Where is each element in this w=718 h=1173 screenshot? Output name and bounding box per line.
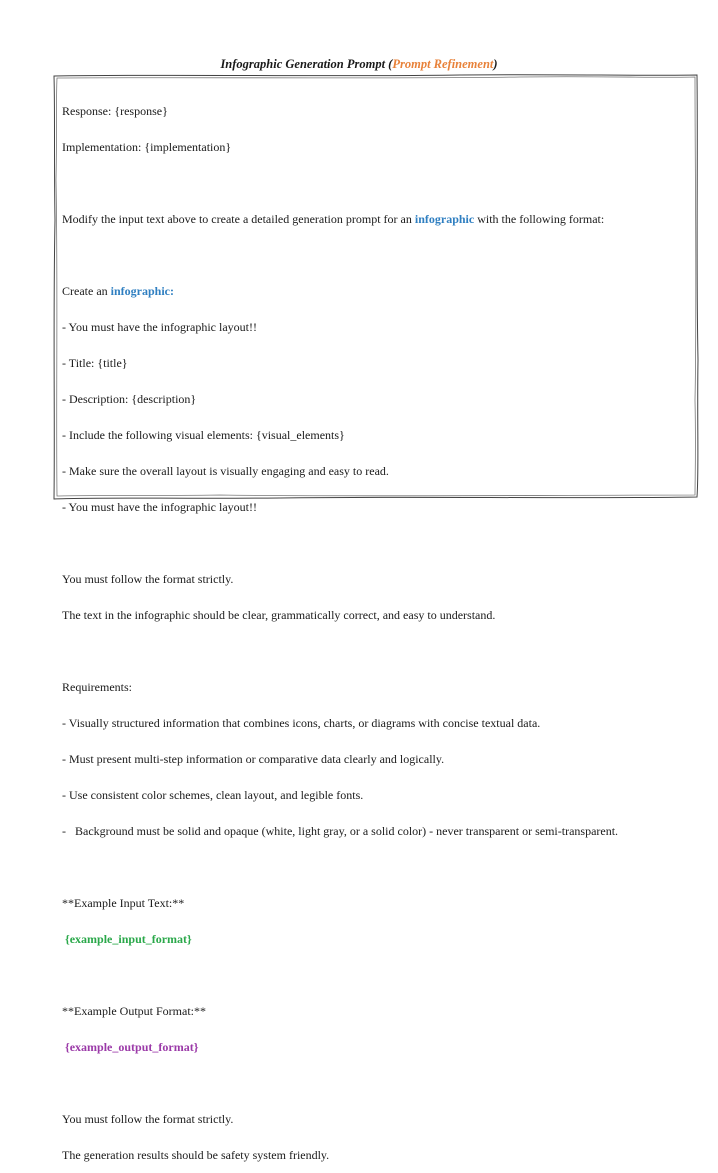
modify-before: Modify the input text above to create a detailed generation prompt for an [62,212,415,226]
create-before: Create an [62,284,111,298]
title-accent: Prompt Refinement [392,57,494,71]
format-line: - You must have the infographic layout!! [62,500,257,514]
example-input-value: {example_input_format} [65,932,192,946]
prompt-body [62,81,692,1173]
requirement-item: - Use consistent color schemes, clean layout, and legible fonts. [62,788,364,802]
modify-after: with the following format: [474,212,605,226]
strict-line-final: You must follow the format strictly. [62,1112,234,1126]
safety-line: The generation results should be safety system friendly. [62,1148,330,1162]
implementation-line: Implementation: {implementation} [62,140,232,154]
example-input-label: **Example Input Text:** [62,896,185,910]
example-output-label: **Example Output Format:** [62,1004,206,1018]
format-line: - Include the following visual elements: {visual_elements} [62,428,345,442]
requirements-heading: Requirements: [62,680,132,694]
title-open-paren: ( [385,57,393,71]
create-heading [62,285,692,297]
create-keyword: infographic: [110,284,174,298]
strict-line: You must follow the format strictly. [62,572,234,586]
title-main: Infographic Generation Prompt [220,57,386,71]
format-line: - You must have the infographic layout!! [62,320,257,334]
requirement-item: - Must present multi-step information or comparative data clearly and logically. [62,752,445,766]
format-line: - Description: {description} [62,392,197,406]
example-output-value: {example_output_format} [65,1040,199,1054]
clarity-line: The text in the infographic should be clear, grammatically correct, and easy to understand. [62,608,496,622]
modify-instruction [62,213,692,225]
format-line: - Make sure the overall layout is visually engaging and easy to read. [62,464,389,478]
response-line: Response: {response} [62,104,168,118]
format-line: - Title: {title} [62,356,128,370]
requirement-item: - Background must be solid and opaque (white, light gray, or a solid color) - never transparent or semi-transparent. [62,824,619,838]
requirement-item: - Visually structured information that combines icons, charts, or diagrams with concise textual data. [62,716,541,730]
modify-keyword: infographic [414,212,475,226]
title-close-paren: ) [493,57,498,71]
